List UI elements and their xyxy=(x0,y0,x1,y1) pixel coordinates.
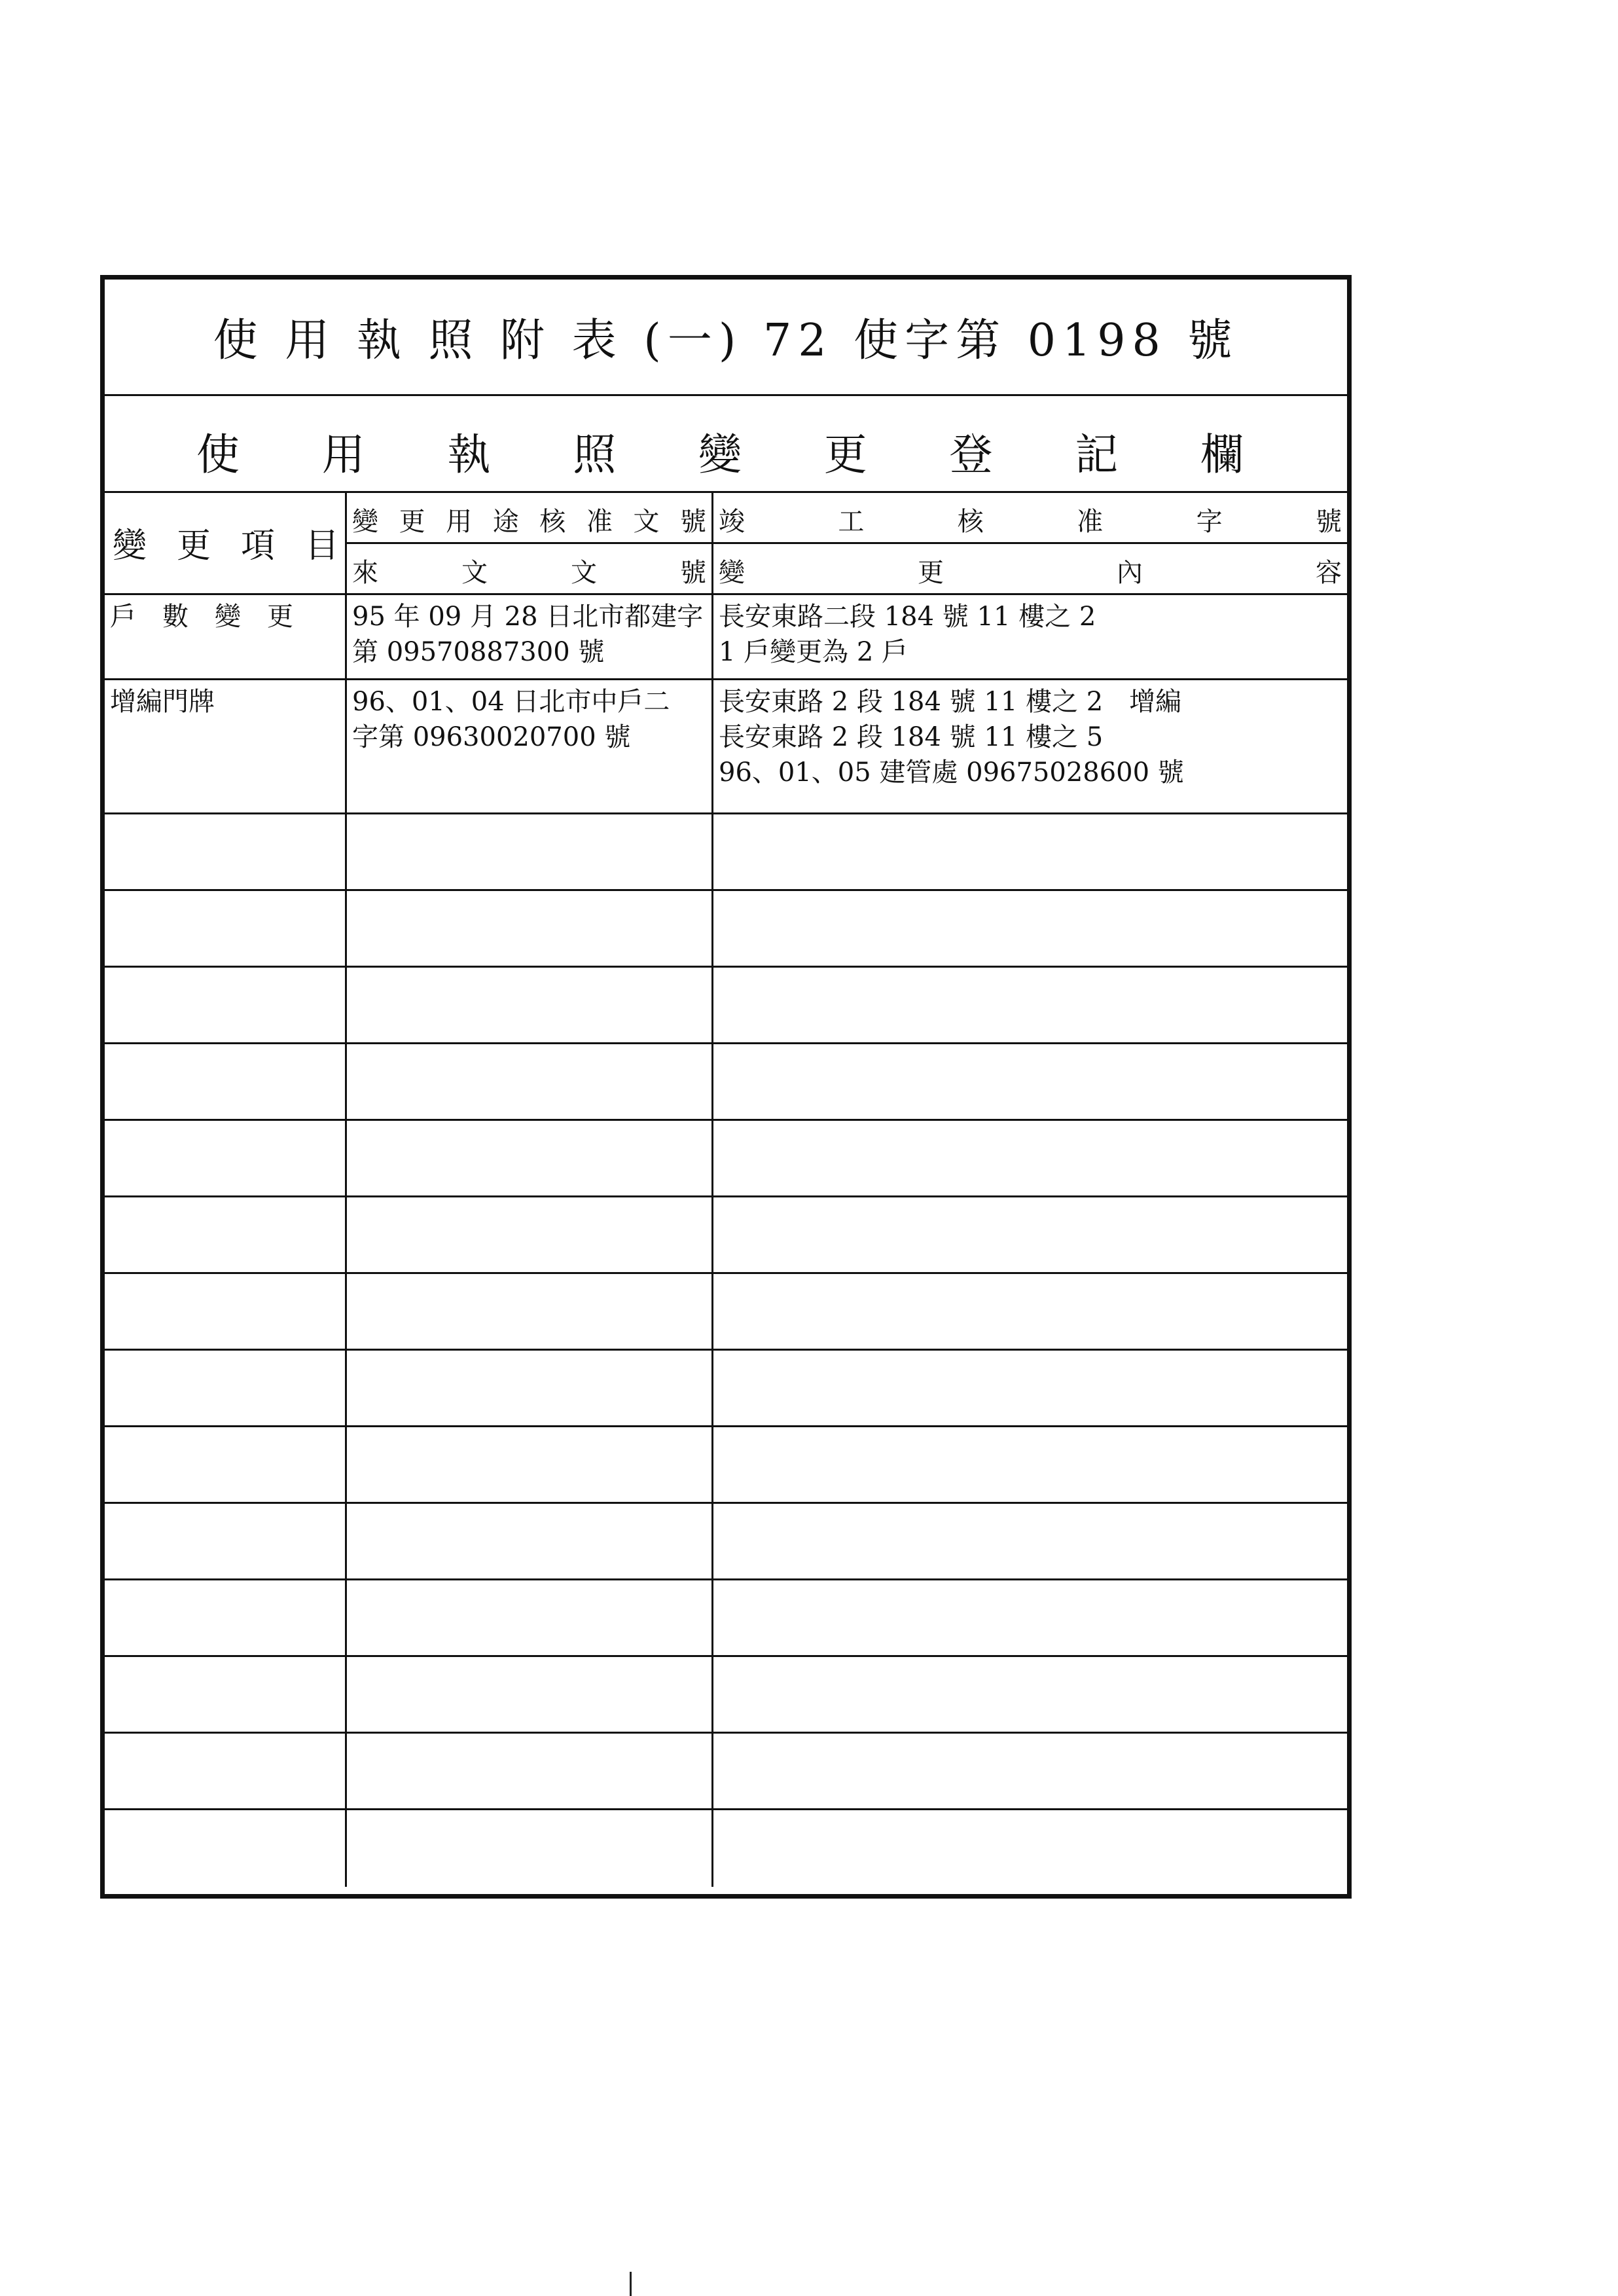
header-char: 用 xyxy=(446,507,473,537)
header-approval-doc-label xyxy=(352,501,706,538)
doc-number-cell xyxy=(347,1504,713,1578)
header-char: 內 xyxy=(1117,558,1143,588)
subtitle-row xyxy=(105,396,1347,493)
doc-number-cell xyxy=(347,1734,713,1808)
header-change-content-label xyxy=(719,552,1342,589)
header-char: 來 xyxy=(352,558,378,588)
empty-table-row xyxy=(105,891,1347,968)
header-char: 號 xyxy=(679,507,706,537)
change-item-cell xyxy=(105,1427,347,1502)
change-content-cell xyxy=(713,814,1347,889)
title-row xyxy=(105,280,1347,396)
doc-number-cell xyxy=(347,1427,713,1502)
change-content-cell xyxy=(713,1044,1347,1119)
change-content-cell xyxy=(713,1427,1347,1502)
header-change-item xyxy=(105,493,347,595)
change-content-cell xyxy=(713,1121,1347,1195)
change-item-cell xyxy=(105,1734,347,1808)
section-title-char: 照 xyxy=(573,429,617,480)
header-char: 號 xyxy=(1315,507,1342,537)
change-item-cell xyxy=(105,1810,347,1887)
header-char: 更 xyxy=(399,507,425,537)
header-char: 變 xyxy=(719,558,745,588)
change-item-cell xyxy=(105,891,347,966)
section-title-char: 登 xyxy=(949,429,993,480)
header-char: 變 xyxy=(113,526,147,566)
change-item-cell: 增編門牌 xyxy=(105,680,347,812)
header-char: 項 xyxy=(240,526,275,566)
change-item-cell xyxy=(105,1504,347,1578)
change-item-cell xyxy=(105,1044,347,1119)
header-char: 核 xyxy=(957,507,984,537)
empty-table-row xyxy=(105,1734,1347,1810)
header-incoming-doc xyxy=(347,544,713,595)
doc-number-cell xyxy=(347,1580,713,1655)
doc-number-cell: 95 年 09 月 28 日北市都建字 第 09570887300 號 xyxy=(347,595,713,678)
table-row xyxy=(105,595,1347,680)
doc-number-cell xyxy=(347,1044,713,1119)
change-content-cell xyxy=(713,891,1347,966)
header-char: 容 xyxy=(1316,558,1342,588)
change-content-cell xyxy=(713,968,1347,1042)
header-char: 更 xyxy=(918,558,944,588)
empty-table-row xyxy=(105,1044,1347,1121)
doc-number-cell xyxy=(347,1351,713,1425)
empty-table-row xyxy=(105,1351,1347,1427)
empty-table-row xyxy=(105,1657,1347,1734)
change-item-cell xyxy=(105,1657,347,1732)
page-title: 使 用 執 照 附 表 (一) 72 使字第 0198 號 xyxy=(213,315,1239,367)
header-char: 核 xyxy=(539,507,566,537)
change-content-cell xyxy=(713,1274,1347,1349)
section-title-char: 欄 xyxy=(1200,429,1244,480)
header-char: 文 xyxy=(571,558,597,588)
change-content-cell xyxy=(713,1657,1347,1732)
header-completion-doc-label xyxy=(719,501,1342,538)
record-rows xyxy=(105,595,1347,1887)
header-char: 號 xyxy=(680,558,706,588)
doc-number-cell xyxy=(347,891,713,966)
header-char: 變 xyxy=(352,507,378,537)
change-item-cell xyxy=(105,1197,347,1272)
header-char: 工 xyxy=(838,507,865,537)
change-item-cell: 戶 數 變 更 xyxy=(105,595,347,678)
empty-table-row xyxy=(105,814,1347,891)
header-char: 准 xyxy=(1077,507,1104,537)
doc-number-cell xyxy=(347,1121,713,1195)
doc-number-cell: 96、01、04 日北市中戶二 字第 09630020700 號 xyxy=(347,680,713,812)
change-content-cell xyxy=(713,1810,1347,1887)
header-completion-doc xyxy=(713,493,1347,544)
empty-table-row xyxy=(105,1121,1347,1197)
header-char: 文 xyxy=(461,558,488,588)
empty-table-row xyxy=(105,1197,1347,1274)
header-char: 竣 xyxy=(719,507,745,537)
header-change-content xyxy=(713,544,1347,595)
table-row xyxy=(105,680,1347,814)
empty-table-row xyxy=(105,1810,1347,1887)
change-content-cell xyxy=(713,1197,1347,1272)
change-content-cell xyxy=(713,1734,1347,1808)
change-item-cell xyxy=(105,814,347,889)
header-approval-doc xyxy=(347,493,713,544)
empty-table-row xyxy=(105,1504,1347,1580)
change-content-cell xyxy=(713,1504,1347,1578)
empty-table-row xyxy=(105,1580,1347,1657)
section-title-char: 用 xyxy=(321,429,365,480)
header-char: 更 xyxy=(176,526,211,566)
doc-number-cell xyxy=(347,1274,713,1349)
doc-number-cell xyxy=(347,968,713,1042)
header-char: 目 xyxy=(304,526,339,566)
section-title-char: 使 xyxy=(196,429,240,480)
change-content-cell: 長安東路 2 段 184 號 11 樓之 2 增編 長安東路 2 段 184 號 11 樓之 5 96、01、05 建管處 09675028600 號 xyxy=(719,687,1184,788)
change-item-cell xyxy=(105,968,347,1042)
header-char: 途 xyxy=(492,507,519,537)
form-frame xyxy=(100,275,1352,1899)
doc-number-cell xyxy=(347,1657,713,1732)
change-content-cell xyxy=(713,1580,1347,1655)
section-title-char: 變 xyxy=(698,429,742,480)
change-item-cell xyxy=(105,1351,347,1425)
empty-table-row xyxy=(105,1274,1347,1351)
header-char: 文 xyxy=(633,507,660,537)
change-content-cell xyxy=(713,1351,1347,1425)
doc-number-cell xyxy=(347,1197,713,1272)
change-item-cell xyxy=(105,1274,347,1349)
header-incoming-doc-label xyxy=(352,552,706,589)
empty-table-row xyxy=(105,968,1347,1044)
change-item-cell xyxy=(105,1580,347,1655)
scan-mark xyxy=(630,2272,632,2296)
section-title-char: 更 xyxy=(823,429,867,480)
section-title xyxy=(196,420,1244,482)
section-title-char: 執 xyxy=(447,429,491,480)
doc-number-cell xyxy=(347,1810,713,1887)
change-item-cell xyxy=(105,1121,347,1195)
header-char: 准 xyxy=(586,507,613,537)
empty-table-row xyxy=(105,1427,1347,1504)
change-content-cell: 長安東路二段 184 號 11 樓之 2 1 戶變更為 2 戶 xyxy=(719,602,1096,667)
header-char: 字 xyxy=(1196,507,1223,537)
section-title-char: 記 xyxy=(1075,429,1119,480)
header-change-item-label xyxy=(113,518,339,567)
doc-number-cell xyxy=(347,814,713,889)
